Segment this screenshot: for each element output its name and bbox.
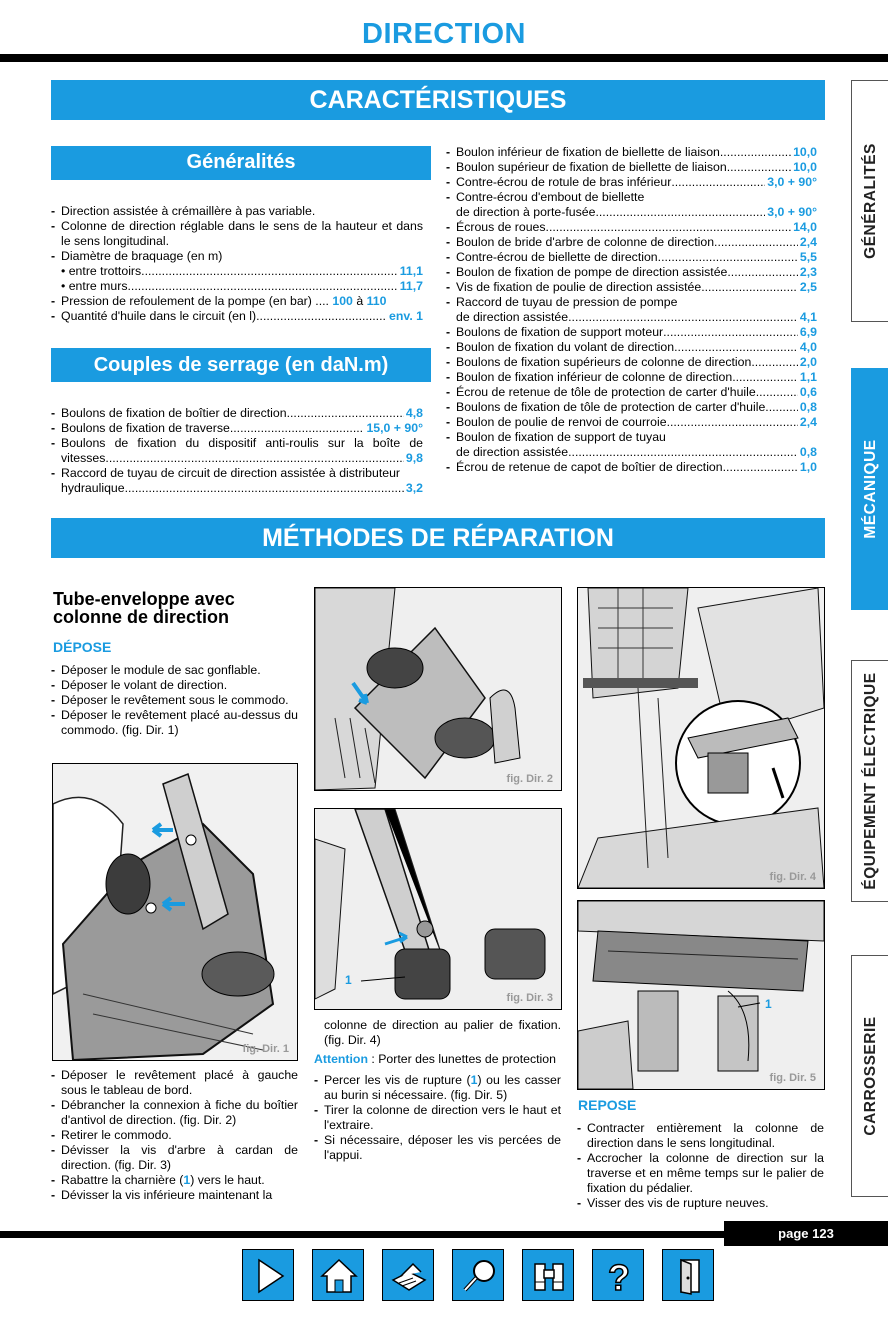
list-item: - Écrou de retenue de tôle de protection de carter d'huile ..... 0,6 [446, 385, 817, 400]
list-item: - Quantité d'huile dans le circuit (en l) ..... env. 1 [51, 309, 423, 324]
list-item: - Vis de fixation de poulie de direction assistée ..... 2,5 [446, 280, 817, 295]
repose-list [577, 1121, 824, 1211]
list-item: - Pression de refoulement de la pompe (en bar) .... 100 à 110 [51, 294, 387, 308]
list-item: - Dévisser la vis inférieure maintenant la [51, 1188, 273, 1202]
list-item: - Retirer le commodo. [51, 1128, 172, 1142]
list-item: - Rabattre la charnière (1) vers le haut. [51, 1173, 265, 1187]
list-item: - Boulon de poulie de renvoi de courroie ..... 2,4 [446, 415, 817, 430]
list-item: - Boulon de fixation inférieur de colonne de direction ..... 1,1 [446, 370, 817, 385]
svg-text:?: ? [608, 1257, 630, 1298]
callout-number: 1 [765, 997, 772, 1011]
figure-dir-5 [577, 900, 825, 1090]
list-item: • entre trottoirs ..... 11,1 [51, 264, 423, 279]
list-item: - Direction assistée à crémaillère à pas variable. [51, 204, 316, 218]
list-item: - Déposer le revêtement placé à gauche sous le tableau de bord. [51, 1068, 298, 1097]
section-title: Tube-enveloppe avec colonne de direction [53, 589, 235, 627]
generalites-list [51, 204, 423, 324]
tab-carrosserie[interactable]: CARROSSERIE [851, 955, 888, 1197]
figure-caption: fig. Dir. 4 [769, 871, 816, 883]
list-item: - Percer les vis de rupture (1) ou les casser au burin si nécessaire. (fig. Dir. 5) [314, 1073, 561, 1102]
list-item: - Boulons de fixation de boîtier de direction ..... 4,8 [51, 406, 423, 421]
list-item: - Boulons de fixation de tôle de protection de carter d'huile ..... 0,8 [446, 400, 817, 415]
list-item: - Contre-écrou d'embout de biellette de direction à porte-fusée ..... 3,0 + 90° [446, 190, 817, 220]
list-item: - Boulons de fixation supérieurs de colonne de direction ..... 2,0 [446, 355, 817, 370]
list-item: • entre murs ..... 11,7 [51, 279, 423, 294]
depose-list [51, 663, 298, 738]
couples-list-right [446, 145, 817, 475]
figure-dir-2 [314, 587, 562, 791]
page-number: page 123 [724, 1221, 888, 1246]
list-item: - Déposer le module de sac gonflable. [51, 663, 261, 677]
repose-heading: REPOSE [578, 1097, 637, 1113]
figure-dir-4 [577, 587, 825, 889]
list-item: - Si nécessaire, déposer les vis percées de l'appui. [314, 1133, 561, 1162]
help-icon[interactable] [592, 1249, 644, 1301]
couples-list-left [51, 406, 423, 496]
figure-dir-1 [52, 763, 298, 1061]
print-icon[interactable] [382, 1249, 434, 1301]
figure-dir-3 [314, 808, 562, 1010]
bottom-rule [0, 1231, 724, 1238]
list-item: - Dévisser la vis d'arbre à cardan de direction. (fig. Dir. 3) [51, 1143, 298, 1172]
methodes-banner: MÉTHODES DE RÉPARATION [51, 518, 825, 558]
list-item: - Boulons de fixation de support moteur ..... 6,9 [446, 325, 817, 340]
column2-text: colonne de direction au palier de fixation. (fig. Dir. 4) Attention : Porter des lunettes de protection - Percer les vis de rupture (1) ou les casser au burin si nécessaire. (fig. Dir. 5) - Tirer la colonne de direction vers le haut et l'extraire. - Si nécessaire, déposer les vis percées de l'appui. [314, 1018, 561, 1162]
list-item: - Raccord de tuyau de pression de pompe de direction assistée ..... 4,1 [446, 295, 817, 325]
figure-caption: fig. Dir. 3 [506, 992, 553, 1004]
list-item: - Diamètre de braquage (en m) [51, 249, 223, 263]
search-icon[interactable] [452, 1249, 504, 1301]
list-item: - Boulon inférieur de fixation de biellette de liaison ..... 10,0 [446, 145, 817, 160]
list-item: - Visser des vis de rupture neuves. [577, 1196, 769, 1210]
list-item: - Colonne de direction réglable dans le sens de la hauteur et dans le sens longitudinal. [51, 219, 423, 248]
figure-caption: fig. Dir. 1 [242, 1043, 289, 1055]
figure-caption: fig. Dir. 2 [506, 773, 553, 785]
depose-heading: DÉPOSE [53, 639, 112, 655]
depose-list-2 [51, 1068, 298, 1203]
list-item: - Boulons de fixation du dispositif anti-roulis sur la boîte de vitesses ..... 9,8 [51, 436, 423, 466]
list-item: - Boulon de bride d'arbre de colonne de direction ..... 2,4 [446, 235, 817, 250]
tab-mecanique[interactable]: MÉCANIQUE [851, 368, 888, 610]
list-item: - Boulon de fixation de support de tuyau de direction assistée ..... 0,8 [446, 430, 817, 460]
couples-banner: Couples de serrage (en daN.m) [51, 348, 431, 382]
list-item: - Contre-écrou de biellette de direction ..... 5,5 [446, 250, 817, 265]
list-item: - Contracter entièrement la colonne de direction dans le sens longitudinal. [577, 1121, 824, 1150]
binoculars-icon[interactable] [522, 1249, 574, 1301]
list-item: - Boulon de fixation de pompe de direction assistée ..... 2,3 [446, 265, 817, 280]
list-item: - Boulon de fixation du volant de direction ..... 4,0 [446, 340, 817, 355]
tab-equipement-electrique[interactable]: ÉQUIPEMENT ÉLECTRIQUE [851, 660, 888, 902]
generalites-banner: Généralités [51, 146, 431, 180]
list-item: - Raccord de tuyau de circuit de direction assistée à distributeur hydraulique ..... 3,2 [51, 466, 423, 496]
tab-generalites[interactable]: GÉNÉRALITÉS [851, 80, 888, 322]
list-item: - Déposer le revêtement sous le commodo. [51, 693, 289, 707]
list-item: - Déposer le revêtement placé au-dessus du commodo. (fig. Dir. 1) [51, 708, 298, 737]
list-item: - Écrous de roues ..... 14,0 [446, 220, 817, 235]
list-item: - Accrocher la colonne de direction sur la traverse et en même temps sur le palier de fixation du pédalier. [577, 1151, 824, 1195]
list-item: - Contre-écrou de rotule de bras inférieur ..... 3,0 + 90° [446, 175, 817, 190]
top-rule [0, 54, 888, 62]
list-item: - Écrou de retenue de capot de boîtier de direction ..... 1,0 [446, 460, 817, 475]
list-item: - Boulons de fixation de traverse ..... 15,0 + 90° [51, 421, 423, 436]
home-icon[interactable] [312, 1249, 364, 1301]
list-item: - Déposer le volant de direction. [51, 678, 228, 692]
play-icon[interactable] [242, 1249, 294, 1301]
figure-caption: fig. Dir. 5 [769, 1072, 816, 1084]
callout-number: 1 [345, 973, 352, 987]
page-title: DIRECTION [362, 18, 526, 50]
list-item: - Tirer la colonne de direction vers le haut et l'extraire. [314, 1103, 561, 1132]
list-item: - Débrancher la connexion à fiche du boîtier d'antivol de direction. (fig. Dir. 2) [51, 1098, 298, 1127]
exit-icon[interactable] [662, 1249, 714, 1301]
caracteristiques-banner: CARACTÉRISTIQUES [51, 80, 825, 120]
list-item: - Boulon supérieur de fixation de biellette de liaison ..... 10,0 [446, 160, 817, 175]
